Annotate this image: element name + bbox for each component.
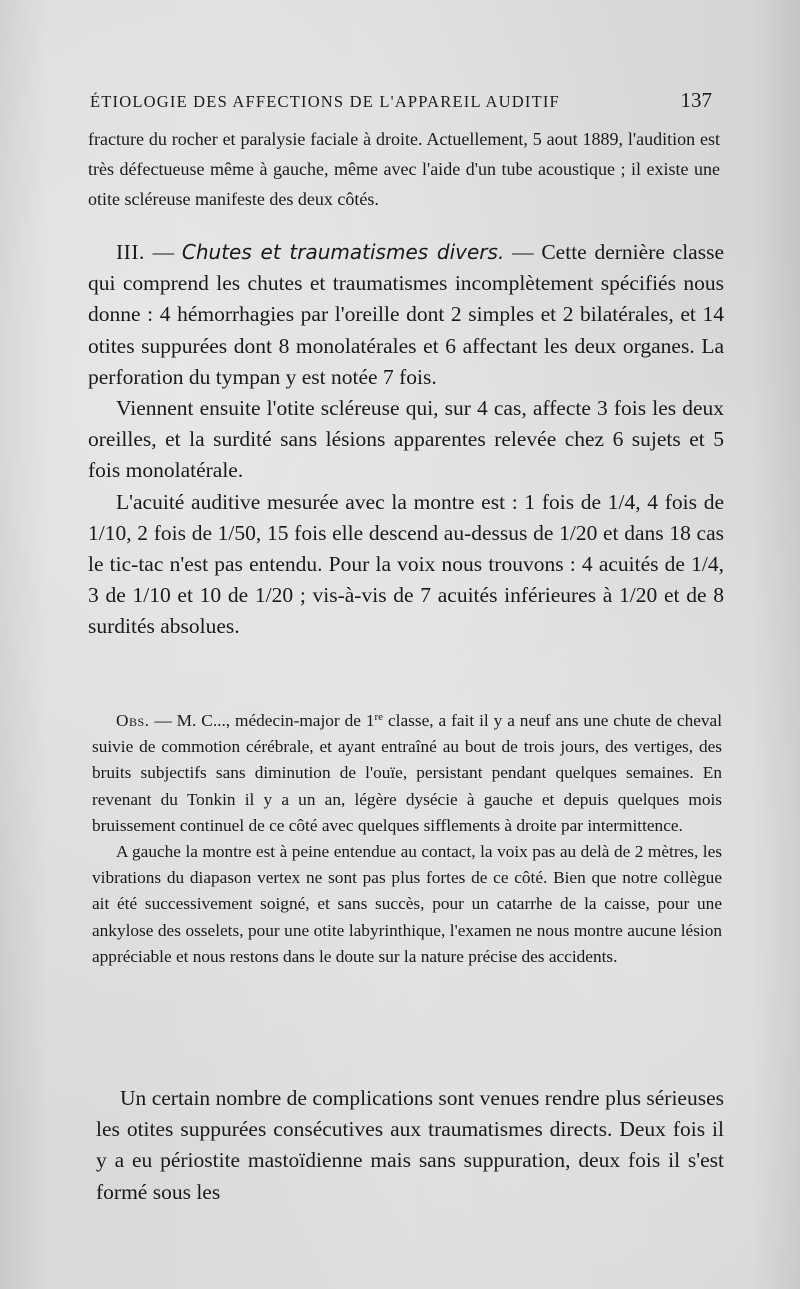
observation-lead: M. C..., médecin-major de 1	[176, 711, 375, 730]
final-paragraph-block	[96, 1083, 724, 1208]
section-dash-2: —	[512, 240, 534, 264]
observation-rest: classe, a fait il y a neuf ans une chute de cheval suivie de commotion cérébrale, et ayant entraîné au bout de trois jours, des vertiges, des bruits subjectifs sans diminution de l'ouïe, persistant pendant quelques semaines. En revenant du Tonkin il y a un an, légère dysécie à gauche et depuis quelques mois bruissement continuel de ce côté avec quelques sifflements à droite par intermittence.	[92, 711, 723, 835]
section-paragraph-1	[88, 237, 724, 393]
page-number: 137	[680, 88, 712, 112]
section-paragraph-1-text: Cette dernière classe qui comprend les chutes et traumatismes incomplètement spécifiés nous donne : 4 hémorrhagies par l'oreille dont 2 simples et 2 bilatérales, et 14 otites suppurées dont 8 monolatérales et 6 affectant les deux organes. La perforation du tympan y est notée 7 fois.	[88, 240, 724, 389]
running-head-title: ÉTIOLOGIE DES AFFECTIONS DE L'APPAREIL AUDITIF	[90, 92, 560, 111]
section-paragraph-2: Viennent ensuite l'otite scléreuse qui, sur 4 cas, affecte 3 fois les deux oreilles, et la surdité sans lésions apparentes relevée chez 6 sujets et 5 fois monolatérale.	[88, 396, 724, 483]
running-head	[90, 90, 712, 114]
section-number: III.	[116, 240, 145, 264]
observation-dash: —	[154, 711, 172, 730]
observation-paragraph-1	[92, 708, 722, 839]
observation-superscript: re	[374, 711, 384, 723]
section-iii	[88, 237, 724, 643]
final-paragraph: Un certain nombre de complications sont venues rendre plus sérieuses les otites suppurées consécutives aux traumatismes directs. Deux fois il y a eu périostite mastoïdienne mais sans suppuration, deux fois il s'est formé sous les	[96, 1086, 724, 1204]
observation-label: Obs.	[116, 711, 150, 730]
section-dash: —	[152, 240, 175, 264]
section-paragraph-3: L'acuité auditive mesurée avec la montre est : 1 fois de 1/4, 4 fois de 1/10, 2 fois de 1/50, 15 fois elle descend au-dessus de 1/20 et dans 18 cas le tic-tac n'est pas entendu. Pour la voix nous trouvons : 4 acuités de 1/4, 3 de 1/10 et 10 de 1/20 ; vis-à-vis de 7 acuités inférieures à 1/20 et de 8 surdités absolues.	[88, 489, 724, 639]
observation-block	[92, 708, 722, 970]
continued-paragraph: fracture du rocher et paralysie faciale à droite. Actuellement, 5 aout 1889, l'audition est très défectueuse même à gauche, même avec l'aide d'un tube acoustique ; il existe une otite scléreuse manifeste des deux côtés.	[88, 129, 720, 209]
section-title: Chutes et traumatismes divers.	[181, 240, 505, 264]
observation-paragraph-2: A gauche la montre est à peine entendue au contact, la voix pas au delà de 2 mètres, les vibrations du diapason vertex ne sont pas plus fortes de ce côté. Bien que notre collègue ait été successivement soigné, et sans succès, pour un catarrhe de la caisse, pour une ankylose des osselets, pour une otite labyrinthique, l'examen ne nous montre aucune lésion appréciable et nous restons dans le doute sur la nature précise des accidents.	[92, 842, 722, 966]
